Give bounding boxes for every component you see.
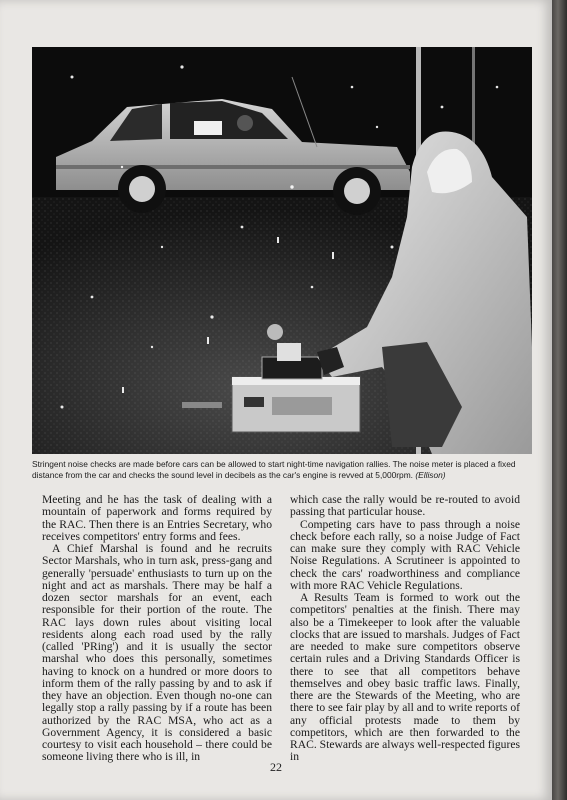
photo-caption (32, 459, 532, 481)
paragraph: A Results Team is formed to work out the competitors' penalties at the finish. There may also be a Timekeeper to look after the valuable clocks that are issued to marshals. Judges of Fact are needed to make sure competitors observe certain rules and a Driving Standards Officer is there to see that all competitors behave themselves and obey basic traffic laws. Finally, there are the Stewards of the Meeting, who are there to see fair play by all and to write reports of any official protests made to them by competitors, which are then forwarded to the RAC. Stewards are always well-respected figures in (290, 591, 520, 764)
paragraph: Competing cars have to pass through a noise check before each rally, so a noise Judge of Fact can make sure they comply with RAC Vehicle Noise Regulations. A Scrutineer is appointed to check the cars' roadworthiness and compliance with more RAC Vehicle Regulations. (290, 517, 520, 592)
left-text-column (42, 494, 272, 764)
page-number: 22 (270, 760, 282, 774)
rally-noise-check-photo (32, 47, 532, 454)
caption-text: Stringent noise checks are made before cars can be allowed to start night-time navigation rallies. The noise meter is placed a fixed distance from the car and checks the sound level in decibels as the car's engine is revved at 5,000rpm. (32, 459, 516, 480)
paragraph: A Chief Marshal is found and he recruits Sector Marshals, who in turn ask, press-gang and generally 'persuade' enthusiasts to turn up on the night and act as marshals. There may be half a dozen sector marshals for an event, each responsible for their portion of the route. The RAC lays down rules about visiting local residents along each road used by the rally (called 'PRing') and it is usually the sector marshal who does this personally, sometimes having to knock on a hundred or more doors to inform them of the rally passing by and to ask if they have an objection. Even though no-one can legally stop a rally passing by if a route has been authorized by the RAC MSA, who act as a Government Agency, it is considered a basic courtesy to visit each household – there could be someone living there who is ill, in (42, 542, 272, 764)
photo-credit: (Ellison) (415, 470, 446, 480)
right-text-column (290, 494, 520, 764)
paragraph: which case the rally would be re-routed to avoid passing that particular house. (290, 493, 520, 519)
paragraph: Meeting and he has the task of dealing with a mountain of paperwork and forms required by the RAC. Then there is an Entries Secretary, who receives competitors' entry forms and fees. (42, 493, 272, 543)
photo-illustration (32, 47, 532, 454)
page-edge (552, 0, 567, 800)
